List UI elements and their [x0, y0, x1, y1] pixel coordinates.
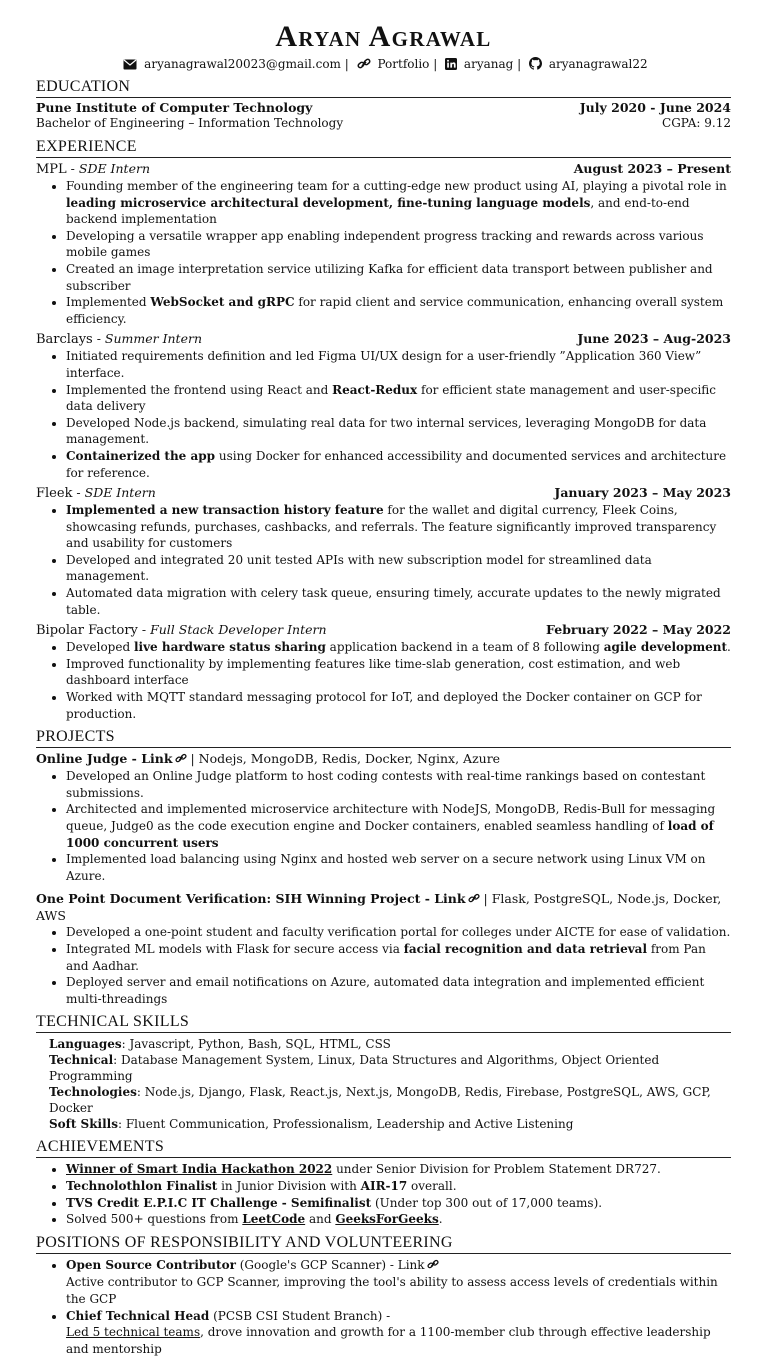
experience-entry: [36, 331, 731, 481]
achievement-highlight[interactable]: LeetCode: [242, 1212, 305, 1226]
company-name: Barclays: [36, 332, 93, 347]
bold-text: facial recognition and data retrieval: [404, 942, 647, 956]
company-name: Fleek: [36, 486, 72, 501]
project-link[interactable]: Link: [434, 891, 465, 906]
email-link[interactable]: aryanagrawal20023@gmail.com: [144, 57, 341, 71]
project-bullets: [36, 924, 731, 1007]
link-icon: [427, 1258, 439, 1275]
section-title: POSITIONS OF RESPONSIBILITY AND VOLUNTEERING: [36, 1233, 731, 1254]
projects-section: [36, 727, 731, 1007]
job-bullets: [36, 502, 731, 618]
position-title: Chief Technical Head: [66, 1309, 209, 1323]
position-highlight: Led 5 technical teams: [66, 1325, 200, 1339]
skills-list: [36, 1036, 731, 1132]
bullet-item: • Initiated requirements definition and led Figma UI/UX design for a user-friendly ”Application 360 View” interface.: [66, 348, 731, 381]
job-role: SDE Intern: [85, 485, 156, 500]
github-link[interactable]: aryanagrawal22: [549, 57, 648, 71]
achievement-item: • Solved 500+ questions from LeetCode and GeeksForGeeks.: [66, 1211, 731, 1228]
bullet-item: • Developed a one-point student and faculty verification portal for colleges under AICTE for ease of validation.: [66, 924, 731, 941]
position-item: • Chief Technical Head (PCSB CSI Student Branch) - Led 5 technical teams, drove innovation and growth for a 1100-member club through effective leadership and mentorship: [66, 1308, 731, 1357]
position-item: • Open Source Contributor (Google's GCP Scanner) - Link Active contributor to GCP Scanner, improving the tool's ability to assess access levels of credentials within the GCP: [66, 1257, 731, 1308]
degree: Bachelor of Engineering – Information Technology: [36, 116, 343, 131]
project-heading: [36, 751, 731, 768]
skill-values: : Fluent Communication, Professionalism, Leadership and Active Listening: [118, 1117, 573, 1131]
bold-text: load of 1000 concurrent users: [66, 819, 714, 850]
separator: |: [517, 57, 521, 71]
job-heading: Bipolar Factory - Full Stack Developer Intern: [36, 622, 327, 639]
envelope-icon: [123, 58, 137, 75]
section-title: EXPERIENCE: [36, 137, 731, 158]
job-dates: June 2023 – Aug-2023: [577, 331, 731, 348]
achievement-highlight: TVS Credit E.P.I.C IT Challenge - Semifinalist: [66, 1196, 371, 1210]
position-link[interactable]: Link: [398, 1258, 425, 1272]
section-title: EDUCATION: [36, 77, 731, 98]
separator: |: [433, 57, 437, 71]
position-description: , drove innovation and growth for a 1100-member club through effective leadership and mentorship: [66, 1325, 711, 1356]
experience-entry: [36, 161, 731, 327]
bullet-item: • Implemented WebSocket and gRPC for rapid client and service communication, enhancing overall system efficiency.: [66, 294, 731, 327]
company-name: Bipolar Factory: [36, 623, 138, 638]
job-bullets: [36, 639, 731, 722]
bullet-item: • Worked with MQTT standard messaging protocol for IoT, and deployed the Docker container on GCP for production.: [66, 689, 731, 722]
bold-text: React-Redux: [332, 383, 417, 397]
achievements-list: [36, 1161, 731, 1227]
job-dates: August 2023 – Present: [574, 161, 731, 178]
achievement-highlight: Technolothlon Finalist: [66, 1179, 217, 1193]
projects-list: [36, 751, 731, 1007]
job-bullets: [36, 348, 731, 481]
skill-row: [49, 1052, 731, 1084]
skill-category: Soft Skills: [49, 1117, 118, 1131]
link-icon: [357, 58, 371, 75]
github-icon: [529, 57, 542, 75]
link-icon: [175, 752, 187, 768]
bullet-item: • Architected and implemented microservice architecture with NodeJS, MongoDB, Redis-Bull for messaging queue, Judge0 as the code execution engine and Docker containers, enabled seamless handling of load of 1000 concurrent users: [66, 801, 731, 851]
bullet-item: • Created an image interpretation service utilizing Kafka for efficient data transport between publisher and subscriber: [66, 261, 731, 294]
company-name: MPL: [36, 162, 67, 177]
achievements-section: [36, 1137, 731, 1227]
education-dates: July 2020 - June 2024: [580, 100, 731, 116]
achievement-item: • Winner of Smart India Hackathon 2022 under Senior Division for Problem Statement DR727.: [66, 1161, 731, 1178]
project-bullets: [36, 768, 731, 884]
separator: |: [345, 57, 349, 71]
contact-line: [36, 56, 731, 75]
bold-text: live hardware status sharing: [134, 640, 326, 654]
job-heading: Barclays - Summer Intern: [36, 331, 202, 348]
experience-entry: [36, 485, 731, 618]
education-section: [36, 77, 731, 131]
achievement-item: • TVS Credit E.P.I.C IT Challenge - Semifinalist (Under top 300 out of 17,000 teams).: [66, 1195, 731, 1212]
experience-entry: [36, 622, 731, 722]
skill-row: [49, 1036, 731, 1052]
positions-section: [36, 1233, 731, 1357]
bullet-item: • Containerized the app using Docker for enhanced accessibility and documented services and architecture for reference.: [66, 448, 731, 481]
bullet-item: • Developed Node.js backend, simulating real data for two internal services, leveraging MongoDB for data management.: [66, 415, 731, 448]
skill-values: : Database Management System, Linux, Data Structures and Algorithms, Object Oriented Programming: [49, 1053, 659, 1083]
achievement-highlight[interactable]: GeeksForGeeks: [335, 1212, 438, 1226]
bullet-item: • Founding member of the engineering team for a cutting-edge new product using AI, playing a pivotal role in leading microservice architectural development, fine-tuning language models, and end-to-end backend implementation: [66, 178, 731, 228]
project-title: One Point Document Verification: SIH Winning Project -: [36, 891, 434, 906]
job-bullets: [36, 178, 731, 327]
skill-values: : Node.js, Django, Flask, React.js, Next.js, MongoDB, Redis, Firebase, PostgreSQL, AWS, GCP, Docker: [49, 1085, 711, 1115]
job-heading: Fleek - SDE Intern: [36, 485, 156, 502]
bold-text: agile development: [604, 640, 727, 654]
link-icon: [468, 892, 480, 908]
project-entry: [36, 751, 731, 884]
job-role: Full Stack Developer Intern: [150, 622, 326, 637]
skill-row: [49, 1116, 731, 1132]
achievement-item: • Technolothlon Finalist in Junior Division with AIR-17 overall.: [66, 1178, 731, 1195]
skill-values: : Javascript, Python, Bash, SQL, HTML, CSS: [122, 1037, 391, 1051]
job-dates: January 2023 – May 2023: [554, 485, 731, 502]
experience-list: [36, 161, 731, 722]
skill-category: Technical: [49, 1053, 113, 1067]
bold-text: leading microservice architectural development, fine-tuning language models: [66, 196, 590, 210]
bullet-item: • Implemented load balancing using Nginx and hosted web server on a secure network using Linux VM on Azure.: [66, 851, 731, 884]
positions-list: [36, 1257, 731, 1357]
portfolio-link[interactable]: Portfolio: [377, 57, 429, 71]
project-stack: | Flask, PostgreSQL, Node.js, Docker, AWS: [36, 891, 721, 923]
project-heading: [36, 891, 731, 924]
bullet-item: • Developed an Online Judge platform to host coding contests with real-time rankings based on contestant submissions.: [66, 768, 731, 801]
job-dates: February 2022 – May 2022: [546, 622, 731, 639]
skills-section: [36, 1012, 731, 1132]
achievement-highlight: AIR-17: [361, 1179, 408, 1193]
skill-category: Languages: [49, 1037, 122, 1051]
position-description: Active contributor to GCP Scanner, improving the tool's ability to assess access levels of credentials within the GCP: [66, 1275, 718, 1306]
bold-text: Containerized the app: [66, 449, 215, 463]
job-heading: MPL - SDE Intern: [36, 161, 150, 178]
candidate-name: Aryan Agrawal: [36, 0, 731, 54]
bold-text: Implemented a new transaction history feature: [66, 503, 384, 517]
position-title: Open Source Contributor: [66, 1258, 236, 1272]
skill-row: [49, 1084, 731, 1116]
experience-section: [36, 137, 731, 722]
project-title: Online Judge -: [36, 751, 141, 766]
bullet-item: • Implemented the frontend using React and React-Redux for efficient state management and user-specific data delivery: [66, 382, 731, 415]
project-stack: | Nodejs, MongoDB, Redis, Docker, Nginx, Azure: [187, 751, 501, 766]
section-title: TECHNICAL SKILLS: [36, 1012, 731, 1033]
cgpa: CGPA: 9.12: [662, 116, 731, 131]
bullet-item: • Developing a versatile wrapper app enabling independent progress tracking and rewards across various mobile games: [66, 228, 731, 261]
skill-category: Technologies: [49, 1085, 137, 1099]
bullet-item: • Developed and integrated 20 unit tested APIs with new subscription model for streamlined data management.: [66, 552, 731, 585]
bullet-item: • Implemented a new transaction history feature for the wallet and digital currency, Fleek Coins, showcasing refunds, purchases, cashbacks, and referrals. The feature significantly improved transparency and usability for customers: [66, 502, 731, 552]
bullet-item: • Automated data migration with celery task queue, ensuring timely, accurate updates to the newly migrated table.: [66, 585, 731, 618]
bullet-item: • Improved functionality by implementing features like time-slab generation, cost estimation, and web dashboard interface: [66, 656, 731, 689]
bullet-item: • Developed live hardware status sharing application backend in a team of 8 following agile development.: [66, 639, 731, 656]
project-link[interactable]: Link: [141, 751, 172, 766]
section-title: PROJECTS: [36, 727, 731, 748]
section-title: ACHIEVEMENTS: [36, 1137, 731, 1158]
job-role: Summer Intern: [105, 331, 202, 346]
job-role: SDE Intern: [79, 161, 150, 176]
linkedin-icon: [445, 58, 457, 75]
school-name: Pune Institute of Computer Technology: [36, 100, 312, 115]
bullet-item: • Deployed server and email notifications on Azure, automated data integration and implemented efficient multi-threadings: [66, 974, 731, 1007]
project-entry: [36, 891, 731, 1007]
bold-text: WebSocket and gRPC: [150, 295, 294, 309]
achievement-highlight: Winner of Smart India Hackathon 2022: [66, 1162, 332, 1176]
linkedin-link[interactable]: aryanag: [464, 57, 513, 71]
bullet-item: • Integrated ML models with Flask for secure access via facial recognition and data retrieval from Pan and Aadhar.: [66, 941, 731, 974]
